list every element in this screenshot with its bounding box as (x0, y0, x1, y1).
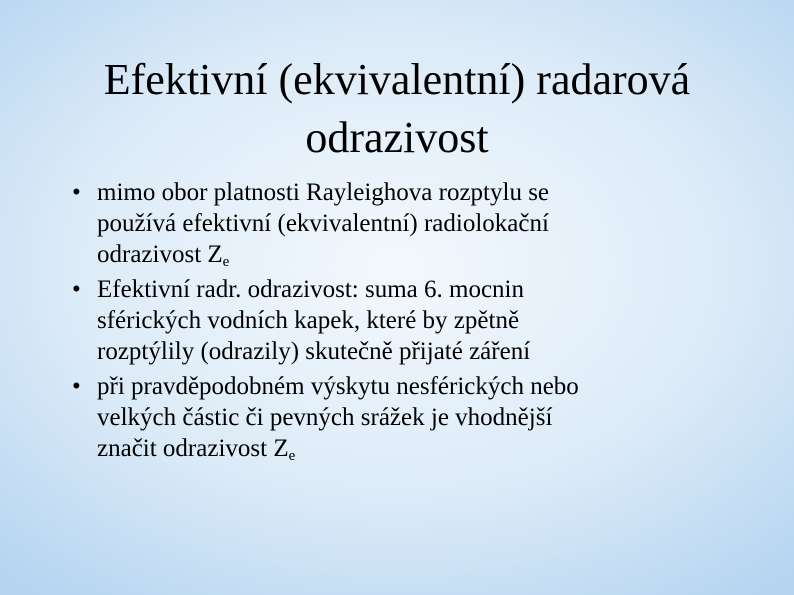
bullet-item-1 (72, 177, 772, 270)
bullet-marker: • (72, 179, 81, 206)
bullet-2-line-1: Efektivní radr. odrazivost: suma 6. mocnin (97, 276, 524, 303)
bullet-1-line-1: mimo obor platnosti Rayleighova rozptylu se (97, 179, 550, 206)
bullet-item-3 (72, 371, 772, 464)
bullet-3-line-3 (97, 433, 772, 464)
bullet-1-subscript: e (222, 254, 230, 270)
bullet-3-subscript: e (288, 448, 296, 464)
bullet-3-tail-text: značit odrazivost Z (97, 435, 289, 462)
bullet-2-line-2: sférických vodních kapek, které by zpětně (97, 307, 520, 334)
bullet-3-line-1: při pravděpodobném výskytu nesférických nebo (97, 373, 579, 400)
bullet-3-line-2: velkých částic či pevných srážek je vhodnější (97, 404, 553, 431)
slide-title-line-1: Efektivní (ekvivalentní) radarová (103, 55, 691, 104)
bullet-2-line-3: rozptýlily (odrazily) skutečně přijaté záření (97, 338, 531, 365)
slide-title (20, 51, 774, 167)
bullet-1-line-3 (97, 239, 772, 270)
slide-title-line-2: odrazivost (305, 113, 489, 162)
bullet-marker: • (72, 373, 81, 400)
bullet-list (72, 177, 772, 468)
bullet-1-line-2: používá efektivní (ekvivalentní) radiolokační (97, 210, 549, 237)
bullet-marker: • (72, 276, 81, 303)
bullet-1-tail-text: odrazivost Z (97, 241, 223, 268)
bullet-item-2 (72, 274, 772, 367)
